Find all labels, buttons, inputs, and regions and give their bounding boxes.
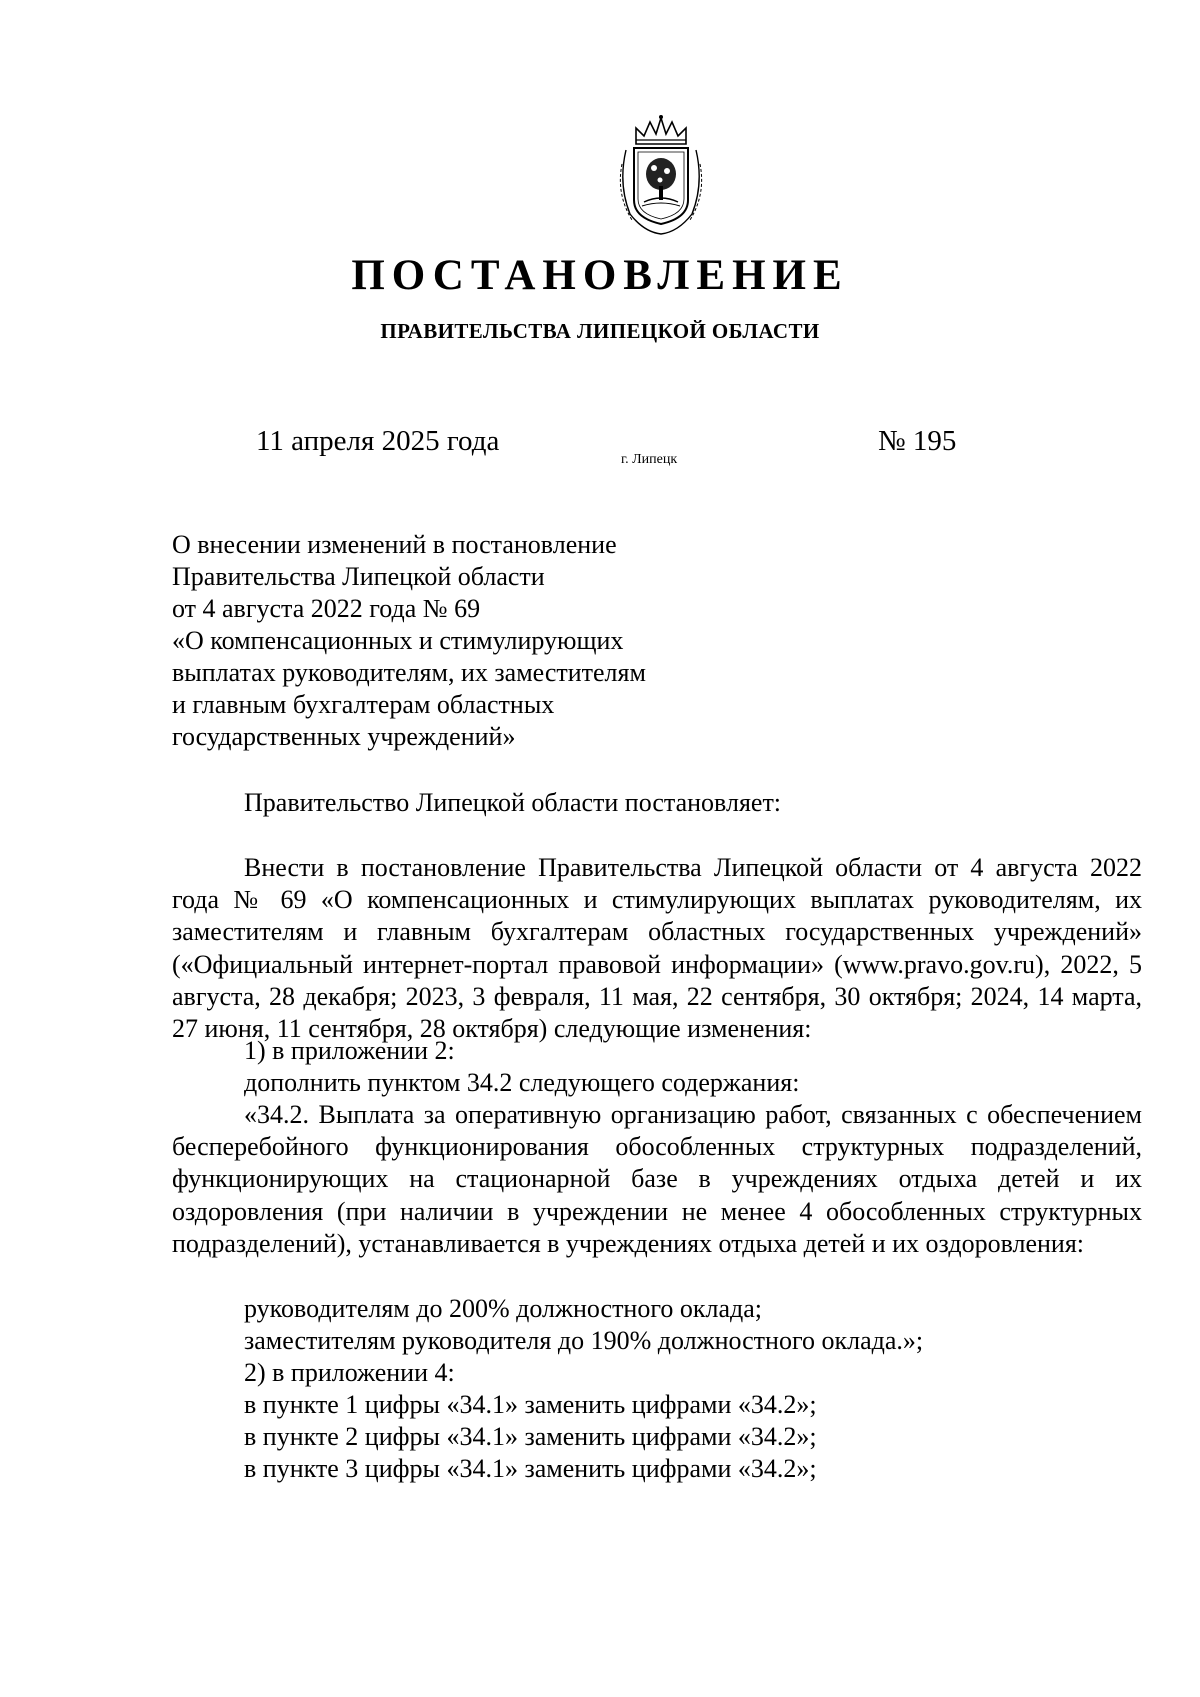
document-number: № 195 [878,425,957,457]
subject-line: выплатах руководителям, их заместителям [172,658,646,687]
subject-line: Правительства Липецкой области [172,562,545,591]
replacement-1: в пункте 1 цифры «34.1» заменить цифрами «34.2»; [244,1390,817,1419]
document-subject [172,529,772,753]
document-city: г. Липецк [621,452,678,467]
subject-line: и главным бухгалтерам областных [172,690,555,719]
replacement-2: в пункте 2 цифры «34.1» заменить цифрами «34.2»; [244,1422,817,1451]
subject-line: от 4 августа 2022 года № 69 [172,594,481,623]
subject-line: «О компенсационных и стимулирующих [172,626,624,655]
main-paragraph: Внести в постановление Правительства Липецкой области от 4 августа 2022 года № 69 «О компенсационных и стимулирующих выплатах руководителям, их заместителям и главным бухгалтерам областных государственных учреждений» («Официальный интернет-портал правовой информации» (www.pravo.gov.ru), 2022, 5 августа, 28 декабря; 2023, 3 февраля, 11 мая, 22 сентября, 30 октября; 2024, 14 марта, 27 июня, 11 сентября, 28 октября) следующие изменения: [172,853,1142,1044]
item-2: 2) в приложении 4: [244,1358,455,1387]
heads-rate: руководителям до 200% должностного оклада; [244,1294,762,1323]
preamble: Правительство Липецкой области постановляет: [244,788,782,817]
document-date: 11 апреля 2025 года [256,425,500,457]
coat-of-arms-emblem [616,114,706,238]
item-1-addition: дополнить пунктом 34.2 следующего содержания: [244,1068,800,1097]
issuing-authority: ПРАВИТЕЛЬСТВА ЛИПЕЦКОЙ ОБЛАСТИ [380,319,820,343]
quoted-clause: «34.2. Выплата за оперативную организацию работ, связанных с обеспечением бесперебойного функционирования обособленных структурных подразделений, функционирующих на стационарной базе в учреждениях отдыха детей и их оздоровления (при наличии в учреждении не менее 4 обособленных структурных подразделений), устанавливается в учреждениях отдыха детей и их оздоровления: [172,1100,1142,1258]
subject-line: О внесении изменений в постановление [172,530,617,559]
subject-line: государственных учреждений» [172,722,516,751]
item-1: 1) в приложении 2: [244,1036,455,1065]
replacement-3: в пункте 3 цифры «34.1» заменить цифрами «34.2»; [244,1454,817,1483]
document-title: ПОСТАНОВЛЕНИЕ [351,252,849,299]
deputies-rate: заместителям руководителя до 190% должностного оклада.»; [244,1326,924,1355]
